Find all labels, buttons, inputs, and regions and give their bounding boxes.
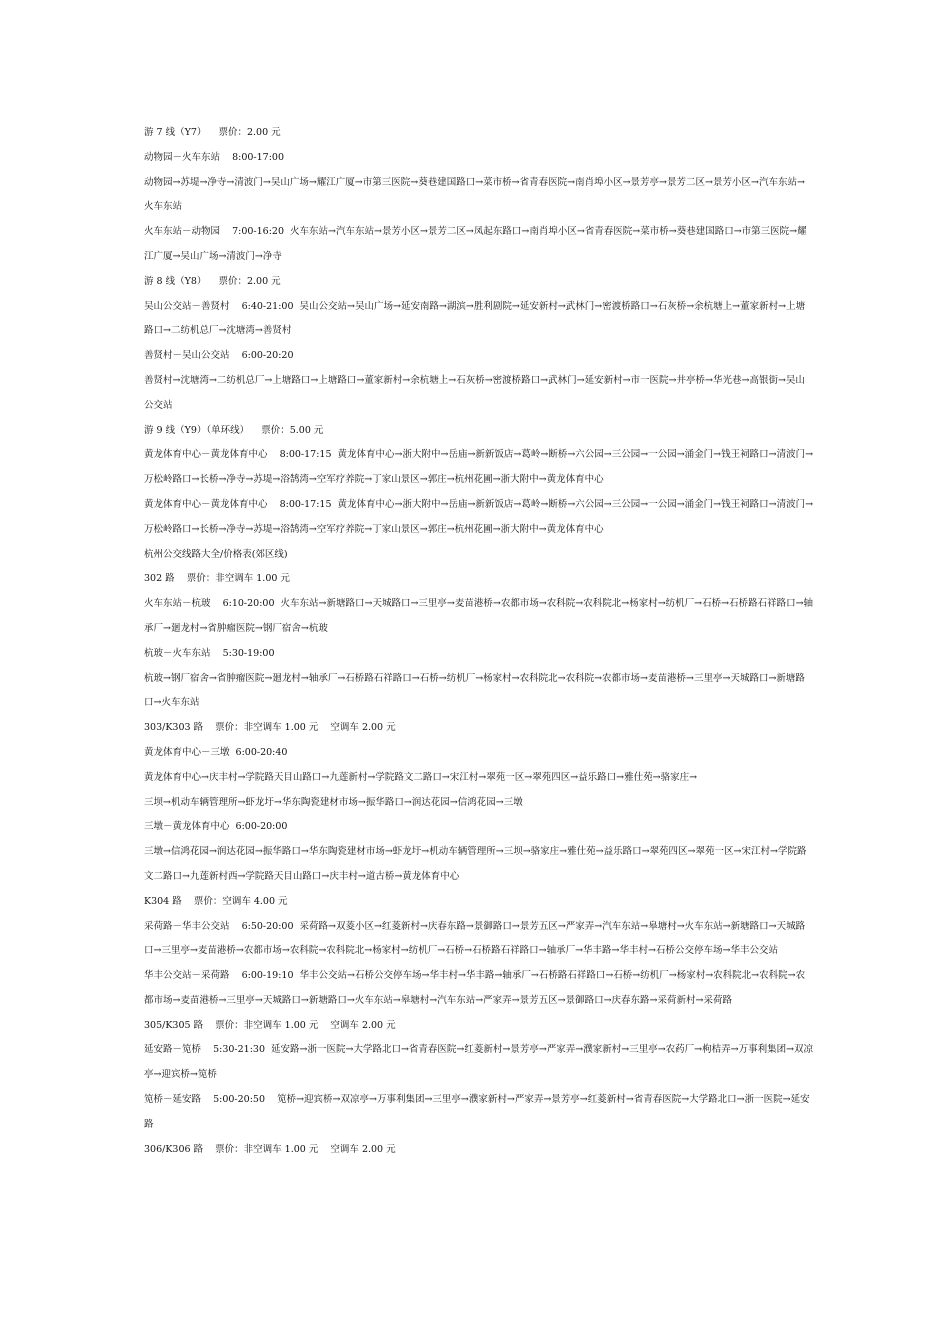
route-y9-direction-a: 黄龙体育中心－黄龙体育中心 8:00-17:15 黄龙体育中心→浙大附中→岳庙→新新饭店→葛岭→断桥→六公园→三公园→一公园→涌金门→钱王祠路口→清波门→万松岭路口→长桥→净寺→苏堤→浴鹄湾→空军疗养院→丁家山景区→郭庄→杭州花圃→浙大附中→黄龙体育中心 <box>144 449 814 486</box>
route-y7-header: 游 7 线（Y7） 票价：2.00 元 <box>144 127 281 138</box>
route-y7-stops-a: 动物园→苏堤→净寺→清波门→吴山广场→耀江广厦→市第三医院→葵巷建国路口→菜市桥→省青春医院→南肖埠小区→景芳亭→景芳二区→景芳小区→汽车东站→火车东站 <box>144 176 805 213</box>
route-y8-header: 游 8 线（Y8） 票价：2.00 元 <box>144 275 281 287</box>
route-303-header: 303/K303 路 票价：非空调车 1.00 元 空调车 2.00 元 <box>144 722 396 734</box>
route-302-header: 302 路 票价：非空调车 1.00 元 <box>144 573 290 585</box>
route-302-direction-a: 火车东站－杭玻 6:10-20:00 火车东站→新塘路口→天城路口→三里亭→麦苗港桥→农都市场→农科院→农科院北→杨家村→纺机厂→石桥→石桥路石祥路口→轴承厂→廻龙村→省肿瘤医院→钢厂宿舍→杭玻 <box>144 598 814 634</box>
route-306-header: 306/K306 路 票价：非空调车 1.00 元 空调车 2.00 元 <box>144 1143 396 1155</box>
route-305-direction-a: 延安路－笕桥 5:30-21:30 延安路→浙一医院→大学路北口→省青春医院→红菱新村→景芳亭→严家弄→濮家新村→三里亭→农药厂→枸桔弄→万事利集团→双凉亭→迎宾桥→笕桥 <box>144 1044 814 1081</box>
section-title-suburban: 杭州公交线路大全/价格表(郊区线) <box>144 548 288 560</box>
route-302-direction-b: 杭玻－火车东站 5:30-19:00 <box>144 647 275 659</box>
route-y8-direction-b: 善贤村－吴山公交站 6:00-20:20 <box>144 350 294 362</box>
route-y9-direction-b: 黄龙体育中心－黄龙体育中心 8:00-17:15 黄龙体育中心→浙大附中→岳庙→新新饭店→葛岭→断桥→六公园→三公园→一公园→涌金门→钱王祠路口→清波门→万松岭路口→长桥→净寺→苏堤→浴鹄湾→空军疗养院→丁家山景区→郭庄→杭州花圃→浙大附中→黄龙体育中心 <box>144 498 814 535</box>
route-303-stops-a-part2: 三坝→机动车辆管理所→虾龙圩→华东陶瓷建材市场→振华路口→润达花园→信鸿花园→三墩 <box>144 796 523 808</box>
route-303-direction-a: 黄龙体育中心－三墩 6:00-20:40 <box>144 746 288 758</box>
route-303-stops-b: 三墩→信鸿花园→润达花园→振华路口→华东陶瓷建材市场→虾龙圩→机动车辆管理所→三坝→骆家庄→雅仕苑→益乐路口→翠苑四区→翠苑一区→宋江村→学院路文二路口→九莲新村西→学院路天目山路口→庆丰村→道古桥→黄龙体育中心 <box>144 846 807 882</box>
route-y7-direction-a: 动物园－火车东站 8:00-17:00 <box>144 151 284 163</box>
route-303-stops-a-part1: 黄龙体育中心→庆丰村→学院路天目山路口→九莲新村→学院路文二路口→宋江村→翠苑一区→翠苑四区→益乐路口→雅仕苑→骆家庄→ <box>144 771 698 783</box>
document-body <box>144 121 814 1162</box>
route-y8-direction-a: 吴山公交站－善贤村 6:40-21:00 吴山公交站→吴山广场→延安南路→湖滨→胜利剧院→延安新村→武林门→密渡桥路口→石灰桥→余杭塘上→董家新村→上塘路口→二纺机总厂→沈塘湾→善贤村 <box>144 300 806 337</box>
route-302-stops-b: 杭玻→钢厂宿舍→省肿瘤医院→廻龙村→轴承厂→石桥路石祥路口→石桥→纺机厂→杨家村→农科院北→农科院→农都市场→麦苗港桥→三里亭→天城路口→新塘路口→火车东站 <box>144 672 805 709</box>
route-y9-header: 游 9 线（Y9）（单环线） 票价：5.00 元 <box>144 424 324 436</box>
route-k304-header: K304 路 票价：空调车 4.00 元 <box>144 895 288 907</box>
route-305-direction-b: 笕桥－延安路 5:00-20:50 笕桥→迎宾桥→双凉亭→万事利集团→三里亭→濮家新村→严家弄→景芳亭→红菱新村→省青春医院→大学路北口→浙一医院→延安路 <box>144 1094 810 1130</box>
route-305-header: 305/K305 路 票价：非空调车 1.00 元 空调车 2.00 元 <box>144 1019 396 1031</box>
route-y7-direction-b: 火车东站－动物园 7:00-16:20 火车东站→汽车东站→景芳小区→景芳二区→凤起东路口→南肖埠小区→省青春医院→菜市桥→葵巷建国路口→市第三医院→耀江广厦→吴山广场→清波门→净寺 <box>144 226 807 262</box>
route-303-direction-b: 三墩－黄龙体育中心 6:00-20:00 <box>144 821 288 833</box>
route-k304-direction-a: 采荷路－华丰公交站 6:50-20:00 采荷路→双菱小区→红菱新村→庆春东路→景御路口→景芳五区→严家弄→汽车东站→皋塘村→火车东站→新塘路口→天城路口→三里亭→麦苗港桥→农都市场→农科院→农科院北→杨家村→纺机厂→石桥→石桥路石祥路口→轴承厂→华丰路→华丰村→石桥公交停车场→华丰公交站 <box>144 920 806 957</box>
route-y8-stops-b: 善贤村→沈塘湾→二纺机总厂→上塘路口→上塘路口→董家新村→余杭塘上→石灰桥→密渡桥路口→武林门→延安新村→市一医院→井亭桥→华光巷→高银街→吴山公交站 <box>144 374 805 411</box>
route-k304-direction-b: 华丰公交站－采荷路 6:00-19:10 华丰公交站→石桥公交停车场→华丰村→华丰路→轴承厂→石桥路石祥路口→石桥→纺机厂→杨家村→农科院北→农科院→农都市场→麦苗港桥→三里亭→天城路口→新塘路口→火车东站→皋塘村→汽车东站→严家弄→景芳五区→景御路口→庆春东路→采荷新村→采荷路 <box>144 970 806 1006</box>
